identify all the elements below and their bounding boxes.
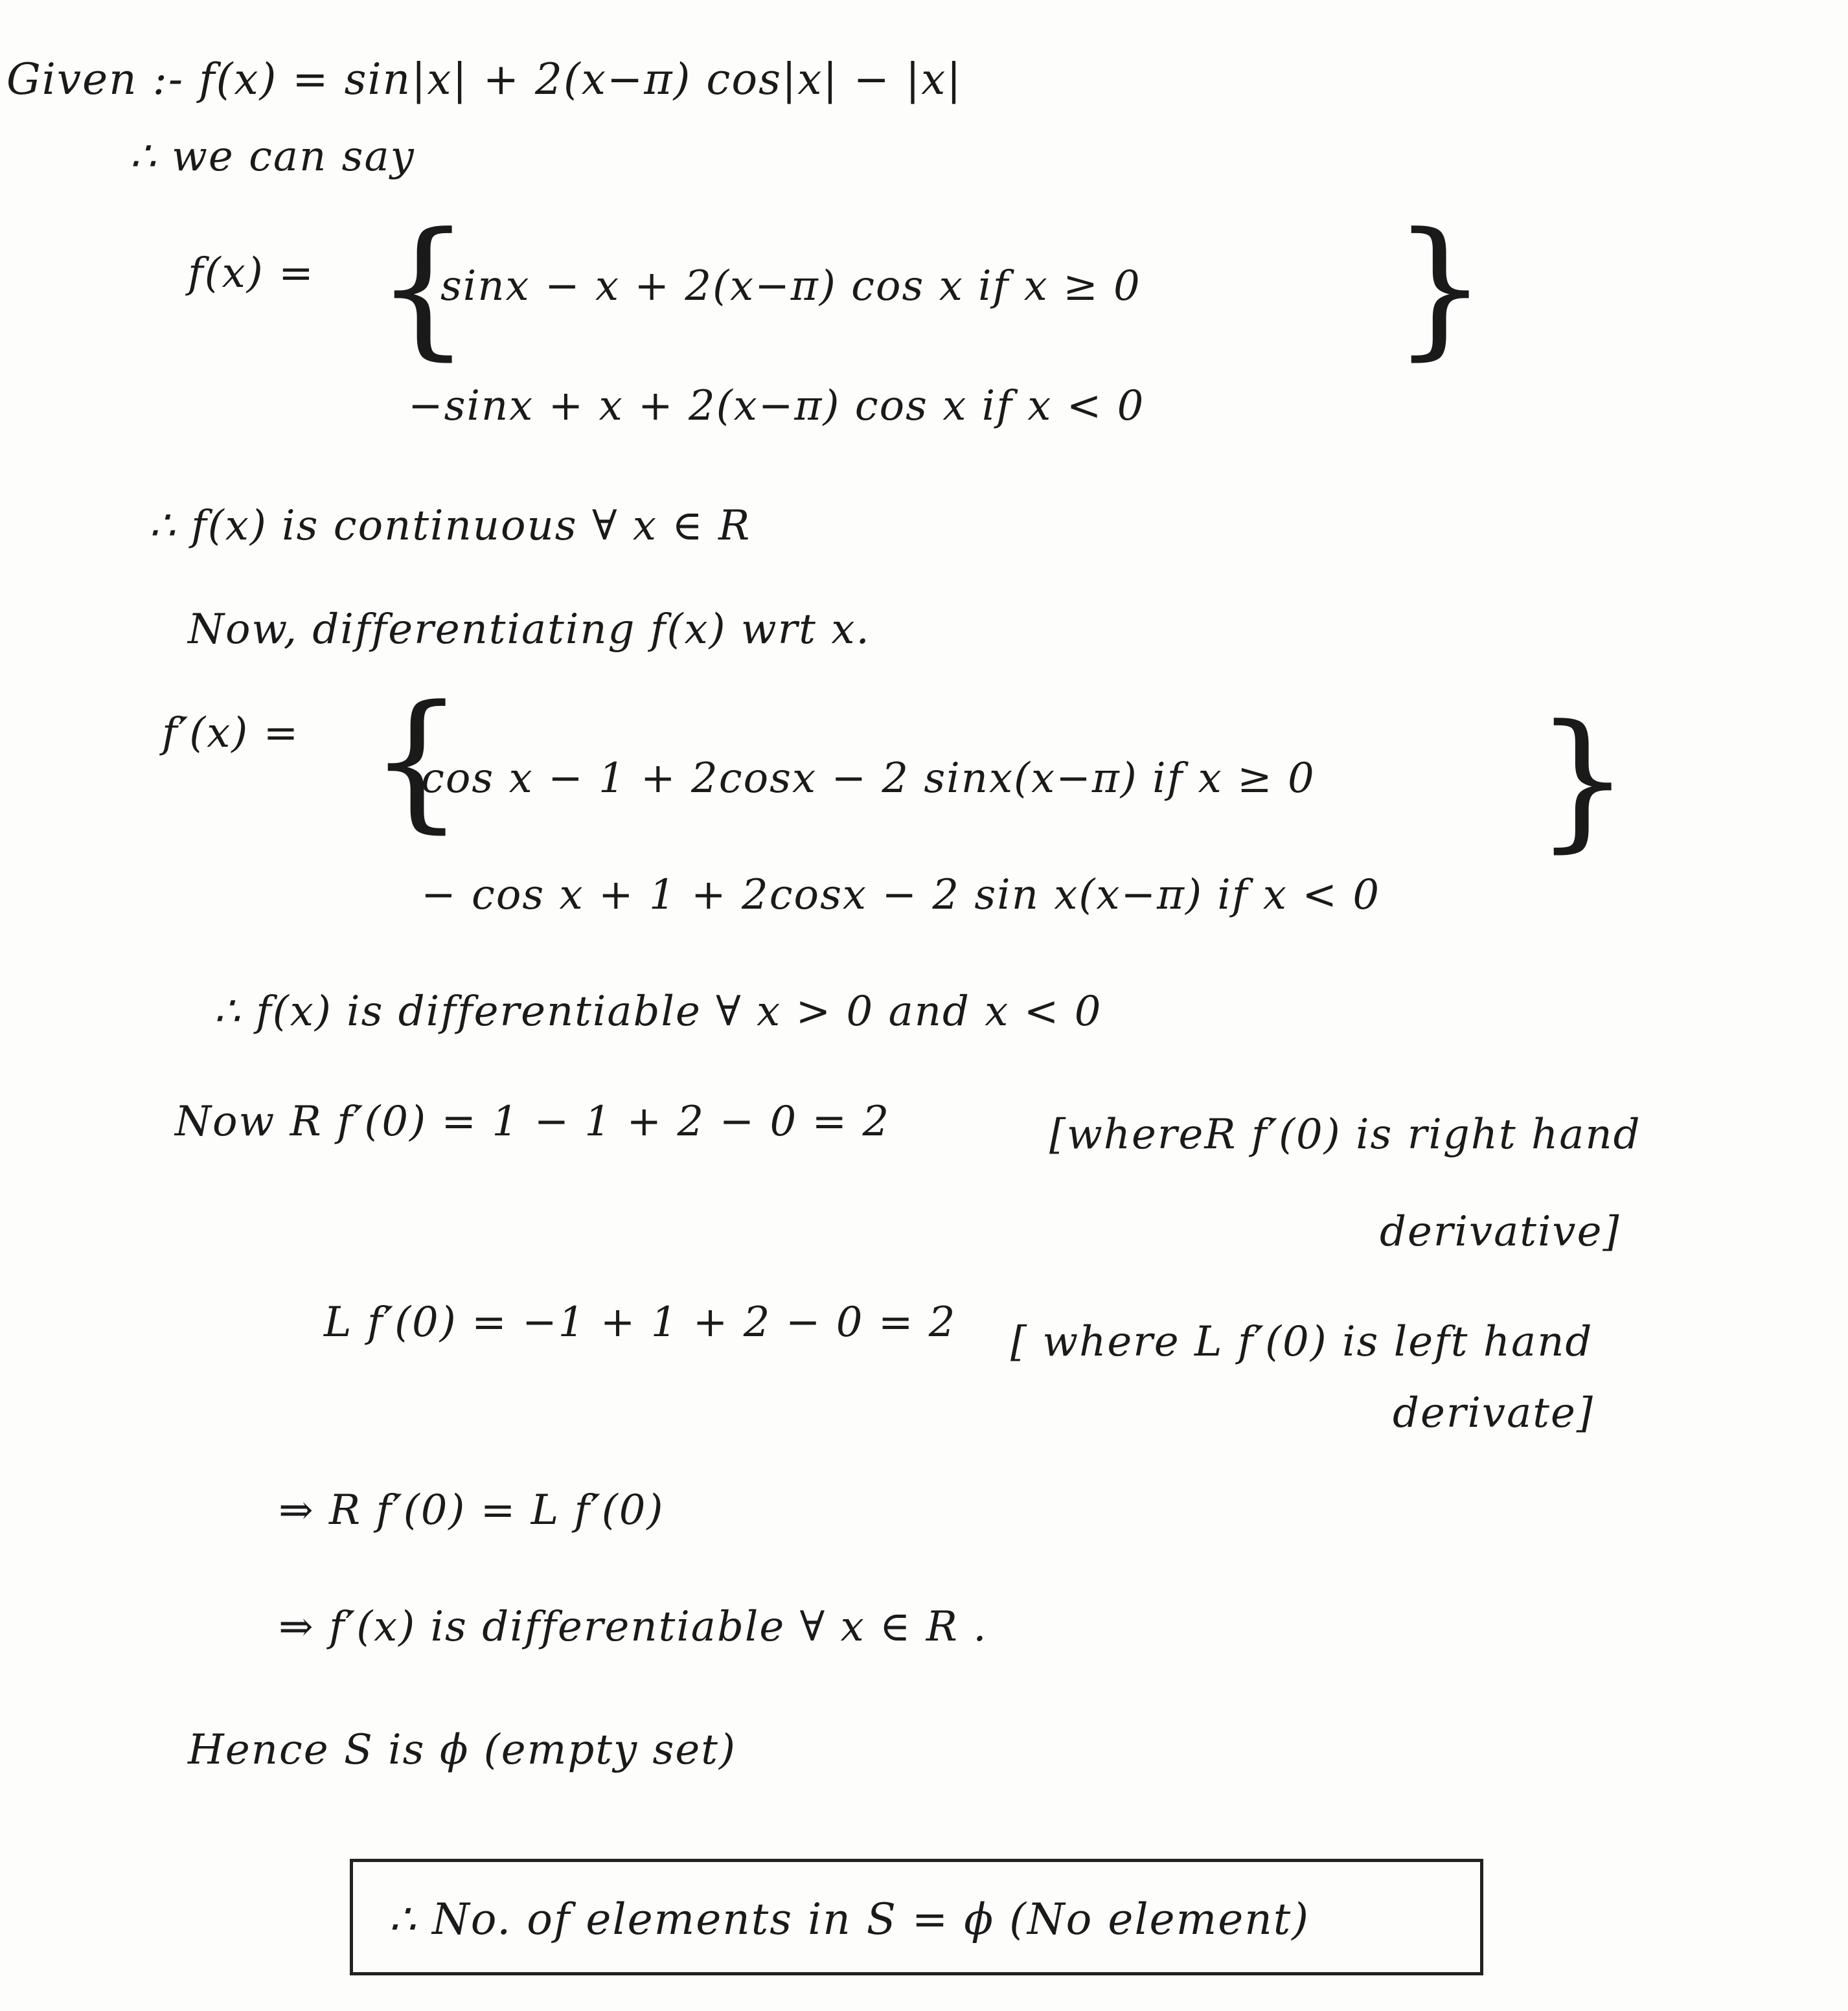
piecewise-fprime-case-1: cos x − 1 + 2cosx − 2 sinx(x−π) if x ≥ 0 xyxy=(421,755,1316,802)
right-hand-derivative: Now R f′(0) = 1 − 1 + 2 − 0 = 2 xyxy=(175,1098,891,1146)
differentiability-statement: ∴ f(x) is differentiable ∀ x > 0 and x < 0 xyxy=(214,988,1102,1036)
rhd-equals-lhd: ⇒ R f′(0) = L f′(0) xyxy=(279,1486,665,1534)
piecewise-fprime-left-brace: { xyxy=(369,674,464,847)
piecewise-f-label: f(x) = xyxy=(188,249,315,297)
given-function: Given :- f(x) = sin|x| + 2(x−π) cos|x| − |x| xyxy=(6,54,963,104)
piecewise-f-case-2: −sinx + x + 2(x−π) cos x if x < 0 xyxy=(408,382,1145,430)
piecewise-f-left-brace: { xyxy=(376,201,471,374)
right-hand-derivative-note-cont: derivative] xyxy=(1380,1208,1621,1256)
piecewise-fprime-right-brace: } xyxy=(1535,694,1630,867)
piecewise-f-right-brace: } xyxy=(1393,201,1488,374)
piecewise-fprime-case-2: − cos x + 1 + 2cosx − 2 sin x(x−π) if x < 0 xyxy=(421,871,1381,919)
continuity-statement: ∴ f(x) is continuous ∀ x ∈ R xyxy=(149,502,751,550)
piecewise-fprime-label: f′(x) = xyxy=(162,709,300,757)
hence-statement: Hence S is ϕ (empty set) xyxy=(188,1726,736,1774)
differentiating-statement: Now, differentiating f(x) wrt x. xyxy=(188,606,871,653)
piecewise-f-case-1: sinx − x + 2(x−π) cos x if x ≥ 0 xyxy=(440,262,1141,310)
left-hand-derivative: L f′(0) = −1 + 1 + 2 − 0 = 2 xyxy=(324,1299,957,1346)
left-hand-derivative-note-cont: derivate] xyxy=(1393,1389,1594,1437)
left-hand-derivative-note: [ where L f′(0) is left hand xyxy=(1010,1318,1593,1366)
differentiable-everywhere: ⇒ f′(x) is differentiable ∀ x ∈ R . xyxy=(279,1603,988,1651)
final-answer: ∴ No. of elements in S = ϕ (No element) xyxy=(389,1894,1310,1944)
right-hand-derivative-note: [whereR f′(0) is right hand xyxy=(1049,1111,1641,1159)
we-can-say: ∴ we can say xyxy=(130,133,415,181)
